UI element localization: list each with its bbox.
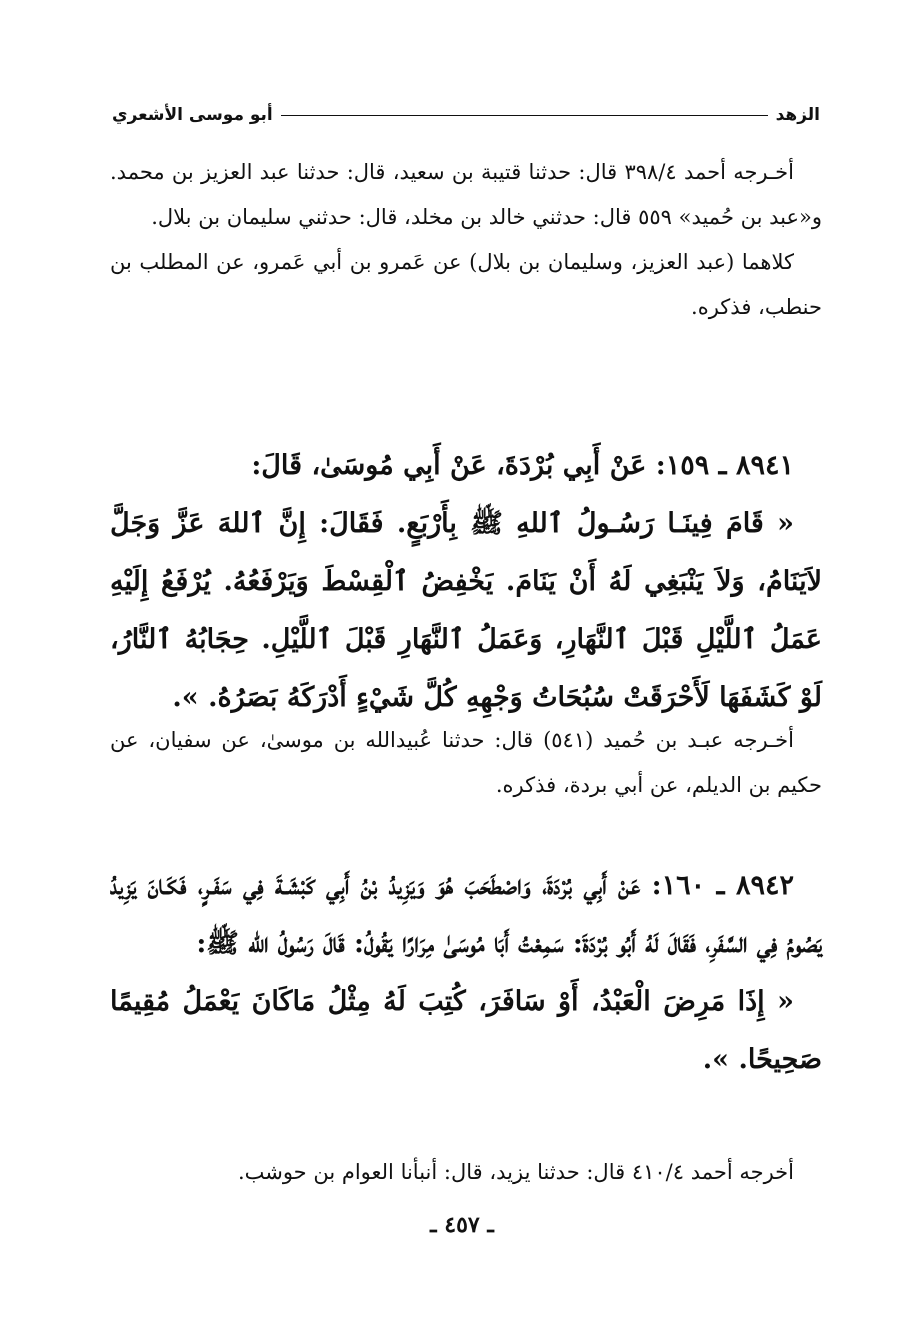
running-header xyxy=(112,100,820,130)
page-number: ـ ٤٥٧ ـ xyxy=(430,1212,494,1238)
source-paragraph: كلاهما (عبد العزيز، وسليمان بن بلال) عن عَمرو بن أبي عَمرو، عن المطلب بن حنطب، فذكره. xyxy=(110,250,822,319)
hadith-8941 xyxy=(110,437,822,727)
hadith-heading: ٨٩٤٢ ـ ١٦٠: عَنْ أَبِي بُرْدَةَ، وَاصْطَحَبَ هُوَ وَيَزِيدُ بْنُ أَبِي كَبْشَـةَ فِي سَفَـرٍ، فَكَـانَ يَزِيدُ يَصُومُ فِي السَّفَرِ، فَقَالَ لَهُ أَبُو بُرْدَةَ: سَمِعْتُ أَبَا مُوسَىٰ مِرَارًا يَقُولُ: قَالَ رَسُولُ الله ﷺ: xyxy=(110,870,822,959)
hadith-8942 xyxy=(110,857,822,1089)
hadith-8941-source xyxy=(110,718,822,808)
source-paragraph: أخـرجه عبـد بن حُميد (٥٤١) قال: حدثنا عُبيدالله بن موسىٰ، عن سفيان، عن حكيم بن الديلم، عن أبي بردة، فذكره. xyxy=(110,728,822,797)
header-chapter-title: الزهد xyxy=(775,105,820,125)
source-paragraph: أخـرجه أحمد ٣٩٨/٤ قال: حدثنا قتيبة بن سعيد، قال: حدثنا عبد العزيز بن محمد. و«عبد بن حُميد» ٥٥٩ قال: حدثني خالد بن مخلد، قال: حدثني سليمان بن بلال. xyxy=(110,160,822,229)
hadith-heading: ٨٩٤١ ـ ١٥٩: عَنْ أَبِي بُرْدَةَ، عَنْ أَبِي مُوسَىٰ، قَالَ: xyxy=(251,450,794,481)
header-rule xyxy=(281,115,768,116)
hadith-text: « قَامَ فِينَـا رَسُـولُ ٱللهِ ﷺ بِأَرْبَعٍ. فَقَالَ: إِنَّ ٱللهَ عَزَّ وَجَلَّ لاَيَنَامُ، وَلاَ يَنْبَغِي لَهُ أَنْ يَنَامَ. يَخْفِضُ ٱلْقِسْطَ وَيَرْفَعُهُ. يُرْفَعُ إِلَيْهِ عَمَلُ ٱللَّيْلِ قَبْلَ ٱلنَّهَارِ، وَعَمَلُ ٱلنَّهَارِ قَبْلَ ٱللَّيْلِ. حِجَابُهُ ٱلنَّارُ، لَوْ كَشَفَهَا لَأَحْرَقَتْ سُبُحَاتُ وَجْهِهِ كُلَّ شَيْءٍ أَدْرَكَهُ بَصَرُهُ. ». xyxy=(110,508,822,713)
hadith-text: « إِذَا مَرِضَ الْعَبْدُ، أَوْ سَافَرَ، كُتِبَ لَهُ مِثْلُ مَاكَانَ يَعْمَلُ مُقِيمًا صَحِيحًا. ». xyxy=(110,986,822,1075)
header-narrator-title: أبو موسى الأشعري xyxy=(112,105,273,125)
previous-hadith-sources xyxy=(110,150,822,330)
source-paragraph: أخرجه أحمد ٤١٠/٤ قال: حدثنا يزيد، قال: أنبأنا العوام بن حوشب. xyxy=(237,1160,794,1184)
hadith-8942-source xyxy=(110,1150,822,1195)
